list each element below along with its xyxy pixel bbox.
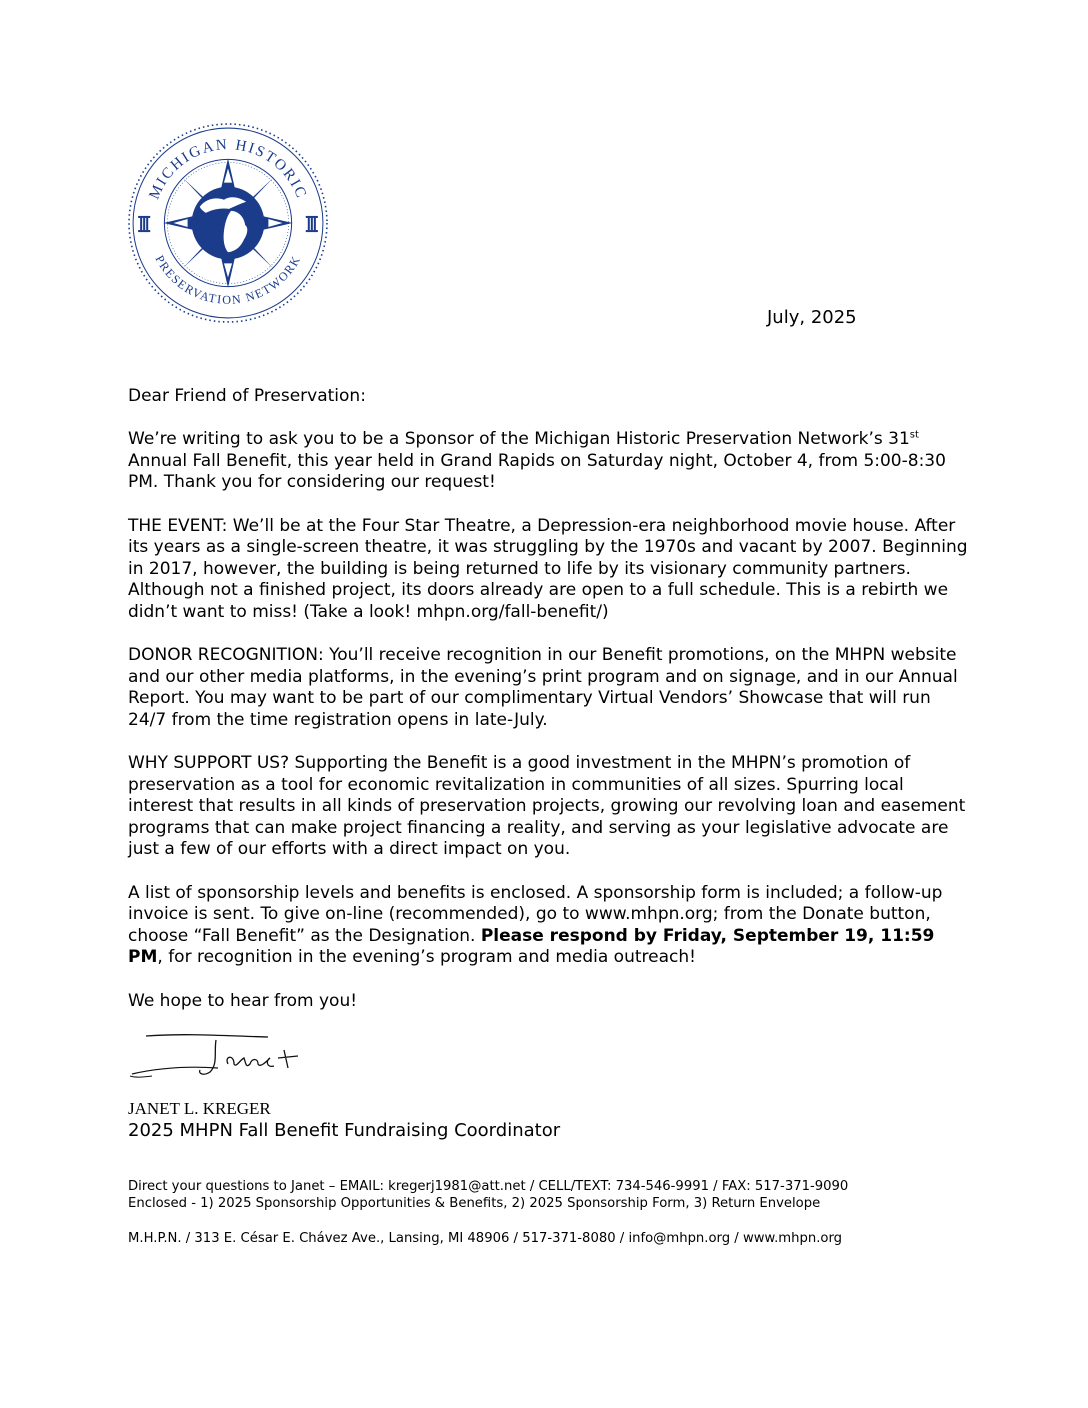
paragraph-sponsorship	[128, 883, 968, 969]
ordinal-suffix: st	[909, 429, 919, 441]
footer-enclosed: Enclosed - 1) 2025 Sponsorship Opportunities & Benefits, 2) 2025 Sponsorship Form, 3) Return Envelope	[128, 1196, 821, 1211]
signer-title: 2025 MHPN Fall Benefit Fundraising Coordinator	[128, 1120, 561, 1141]
mhpn-logo-seal	[127, 122, 329, 324]
paragraph-event: THE EVENT: We’ll be at the Four Star Theatre, a Depression-era neighborhood movie house. After its years as a single-screen theatre, it was struggling by the 1970s and vacant by 2007. Beginning in 2017, however, the building is being returned to life by its visionary community partners. Although not a finished project, its doors already are open to a full schedule. This is a rebirth we didn’t want to miss! (Take a look! mhpn.org/fall-benefit/)	[128, 515, 968, 622]
signer-name: JANET L. KREGER	[128, 1099, 271, 1118]
paragraph-sponsorship-text-continued: , for recognition in the evening’s program and media outreach!	[157, 947, 696, 968]
logo-text-bottom: PRESERVATION NETWORK	[152, 252, 304, 307]
ordinal-number: 31	[888, 429, 910, 450]
paragraph-sponsorship-text: A list of sponsorship levels and benefits is enclosed. A sponsorship form is included; a follow-up invoice is sent. To give on-line (recommended), go to www.mhpn.org; from the Donate button, choose “Fall Benefit” as the Designation.	[128, 882, 943, 946]
logo-text-top: MICHIGAN HISTORIC	[145, 136, 311, 202]
letter-date: July, 2025	[767, 307, 857, 328]
paragraph-donor-recognition: DONOR RECOGNITION: You’ll receive recognition in our Benefit promotions, on the MHPN website and our other media platforms, in the evening’s print program and on signage, and in our Annual Report. You may want to be part of our complimentary Virtual Vendors’ Showcase that will run 24/7 from the time registration opens in late-July.	[128, 645, 958, 730]
paragraph-why-support: WHY SUPPORT US? Supporting the Benefit is a good investment in the MHPN’s promotion of preservation as a tool for economic revitalization in communities of all sizes. Spurring local interest that results in all kinds of preservation projects, growing our revolving loan and easement programs that can make project financing a reality, and serving as your legislative advocate are just a few of our efforts with a direct impact on you.	[128, 753, 966, 860]
footer-contact: Direct your questions to Janet – EMAIL: kregerj1981@att.net / CELL/TEXT: 734-546-9991 / FAX: 517-371-9090	[128, 1179, 849, 1194]
footer-address: M.H.P.N. / 313 E. César E. Chávez Ave., Lansing, MI 48906 / 517-371-8080 / info@mhpn.org / www.mhpn.org	[128, 1231, 843, 1246]
closing: We hope to hear from you!	[128, 990, 358, 1011]
handwritten-signature	[128, 1030, 328, 1080]
respond-deadline: Please respond by Friday, September 19, 11:59 PM	[128, 925, 935, 968]
paragraph-request-text: We’re writing to ask you to be a Sponsor of the Michigan Historic Preservation Network’s	[128, 429, 889, 450]
letter-body	[128, 386, 968, 1034]
paragraph-request-text-continued: Annual Fall Benefit, this year held in Grand Rapids on Saturday night, October 4, from 5:00-8:30 PM. Thank you for considering our request!	[128, 450, 946, 493]
salutation: Dear Friend of Preservation:	[128, 386, 366, 406]
paragraph-request	[128, 429, 968, 494]
